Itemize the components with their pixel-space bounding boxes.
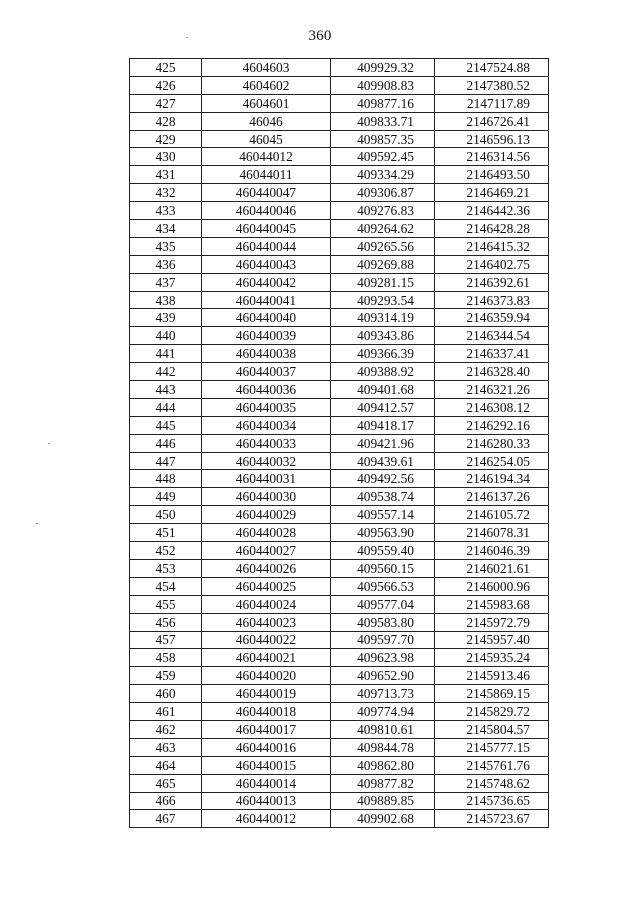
- y-coordinate-cell: 2146392.61: [435, 273, 549, 291]
- y-coordinate-cell: 2146254.05: [435, 452, 549, 470]
- y-coordinate-cell: 2146321.26: [435, 381, 549, 399]
- point-number-cell: 447: [130, 452, 202, 470]
- point-number-cell: 440: [130, 327, 202, 345]
- x-coordinate-cell: 409592.45: [331, 148, 435, 166]
- table-row: [130, 363, 549, 381]
- point-code-cell: 460440012: [202, 810, 331, 828]
- x-coordinate-cell: 409563.90: [331, 524, 435, 542]
- point-code-cell: 46044011: [202, 166, 331, 184]
- table-row: [130, 416, 549, 434]
- point-number-cell: 452: [130, 542, 202, 560]
- y-coordinate-cell: 2147117.89: [435, 94, 549, 112]
- x-coordinate-cell: 409401.68: [331, 381, 435, 399]
- point-code-cell: 460440021: [202, 649, 331, 667]
- point-number-cell: 458: [130, 649, 202, 667]
- point-code-cell: 460440026: [202, 559, 331, 577]
- table-row: [130, 309, 549, 327]
- table-row: [130, 488, 549, 506]
- y-coordinate-cell: 2146402.75: [435, 255, 549, 273]
- point-code-cell: 46044012: [202, 148, 331, 166]
- y-coordinate-cell: 2146137.26: [435, 488, 549, 506]
- point-number-cell: 449: [130, 488, 202, 506]
- y-coordinate-cell: 2146078.31: [435, 524, 549, 542]
- point-number-cell: 459: [130, 667, 202, 685]
- y-coordinate-cell: 2145983.68: [435, 595, 549, 613]
- x-coordinate-cell: 409623.98: [331, 649, 435, 667]
- table-row: [130, 220, 549, 238]
- table-row: [130, 381, 549, 399]
- scan-speck: [48, 443, 50, 444]
- point-number-cell: 453: [130, 559, 202, 577]
- x-coordinate-cell: 409418.17: [331, 416, 435, 434]
- table-row: [130, 59, 549, 77]
- table-row: [130, 631, 549, 649]
- point-number-cell: 432: [130, 184, 202, 202]
- x-coordinate-cell: 409276.83: [331, 202, 435, 220]
- point-code-cell: 460440042: [202, 273, 331, 291]
- point-code-cell: 460440032: [202, 452, 331, 470]
- x-coordinate-cell: 409877.16: [331, 94, 435, 112]
- point-code-cell: 460440036: [202, 381, 331, 399]
- table-row: [130, 649, 549, 667]
- table-row: [130, 559, 549, 577]
- table-row: [130, 130, 549, 148]
- table-row: [130, 434, 549, 452]
- y-coordinate-cell: 2146442.36: [435, 202, 549, 220]
- point-number-cell: 441: [130, 345, 202, 363]
- table-row: [130, 506, 549, 524]
- y-coordinate-cell: 2146359.94: [435, 309, 549, 327]
- table-row: [130, 595, 549, 613]
- table-row: [130, 166, 549, 184]
- table-row: [130, 345, 549, 363]
- point-code-cell: 460440016: [202, 738, 331, 756]
- y-coordinate-cell: 2146000.96: [435, 577, 549, 595]
- table-row: [130, 703, 549, 721]
- coordinates-table-container: [129, 58, 549, 828]
- table-row: [130, 202, 549, 220]
- point-number-cell: 442: [130, 363, 202, 381]
- y-coordinate-cell: 2146314.56: [435, 148, 549, 166]
- x-coordinate-cell: 409857.35: [331, 130, 435, 148]
- y-coordinate-cell: 2146280.33: [435, 434, 549, 452]
- y-coordinate-cell: 2145736.65: [435, 792, 549, 810]
- point-code-cell: 460440034: [202, 416, 331, 434]
- x-coordinate-cell: 409833.71: [331, 112, 435, 130]
- x-coordinate-cell: 409577.04: [331, 595, 435, 613]
- point-number-cell: 427: [130, 94, 202, 112]
- point-number-cell: 455: [130, 595, 202, 613]
- x-coordinate-cell: 409557.14: [331, 506, 435, 524]
- table-row: [130, 291, 549, 309]
- page-number: 360: [308, 28, 332, 44]
- x-coordinate-cell: 409862.80: [331, 756, 435, 774]
- point-code-cell: 460440038: [202, 345, 331, 363]
- y-coordinate-cell: 2145935.24: [435, 649, 549, 667]
- point-number-cell: 436: [130, 255, 202, 273]
- point-code-cell: 460440015: [202, 756, 331, 774]
- point-number-cell: 454: [130, 577, 202, 595]
- point-number-cell: 428: [130, 112, 202, 130]
- point-code-cell: 460440028: [202, 524, 331, 542]
- table-row: [130, 667, 549, 685]
- point-code-cell: 460440025: [202, 577, 331, 595]
- y-coordinate-cell: 2146021.61: [435, 559, 549, 577]
- point-number-cell: 463: [130, 738, 202, 756]
- x-coordinate-cell: 409314.19: [331, 309, 435, 327]
- point-code-cell: 46045: [202, 130, 331, 148]
- x-coordinate-cell: 409774.94: [331, 703, 435, 721]
- table-row: [130, 470, 549, 488]
- x-coordinate-cell: 409538.74: [331, 488, 435, 506]
- point-code-cell: 460440023: [202, 613, 331, 631]
- point-number-cell: 429: [130, 130, 202, 148]
- y-coordinate-cell: 2146308.12: [435, 398, 549, 416]
- y-coordinate-cell: 2146046.39: [435, 542, 549, 560]
- point-number-cell: 438: [130, 291, 202, 309]
- y-coordinate-cell: 2146493.50: [435, 166, 549, 184]
- y-coordinate-cell: 2145761.76: [435, 756, 549, 774]
- y-coordinate-cell: 2145957.40: [435, 631, 549, 649]
- x-coordinate-cell: 409421.96: [331, 434, 435, 452]
- x-coordinate-cell: 409929.32: [331, 59, 435, 77]
- y-coordinate-cell: 2145972.79: [435, 613, 549, 631]
- point-number-cell: 456: [130, 613, 202, 631]
- x-coordinate-cell: 409412.57: [331, 398, 435, 416]
- table-row: [130, 327, 549, 345]
- point-code-cell: 460440044: [202, 237, 331, 255]
- y-coordinate-cell: 2145913.46: [435, 667, 549, 685]
- table-row: [130, 685, 549, 703]
- x-coordinate-cell: 409388.92: [331, 363, 435, 381]
- point-number-cell: 448: [130, 470, 202, 488]
- x-coordinate-cell: 409844.78: [331, 738, 435, 756]
- y-coordinate-cell: 2145748.62: [435, 774, 549, 792]
- point-number-cell: 444: [130, 398, 202, 416]
- x-coordinate-cell: 409810.61: [331, 720, 435, 738]
- table-row: [130, 613, 549, 631]
- point-code-cell: 460440047: [202, 184, 331, 202]
- point-number-cell: 457: [130, 631, 202, 649]
- point-code-cell: 460440037: [202, 363, 331, 381]
- x-coordinate-cell: 409265.56: [331, 237, 435, 255]
- point-code-cell: 460440017: [202, 720, 331, 738]
- x-coordinate-cell: 409334.29: [331, 166, 435, 184]
- scan-speck: [186, 37, 188, 38]
- point-code-cell: 460440045: [202, 220, 331, 238]
- table-row: [130, 398, 549, 416]
- coordinates-table: [129, 58, 549, 828]
- x-coordinate-cell: 409877.82: [331, 774, 435, 792]
- table-row: [130, 148, 549, 166]
- point-code-cell: 460440040: [202, 309, 331, 327]
- point-code-cell: 46046: [202, 112, 331, 130]
- table-row: [130, 524, 549, 542]
- point-number-cell: 433: [130, 202, 202, 220]
- point-code-cell: 460440018: [202, 703, 331, 721]
- table-row: [130, 792, 549, 810]
- point-code-cell: 460440046: [202, 202, 331, 220]
- y-coordinate-cell: 2146328.40: [435, 363, 549, 381]
- point-number-cell: 466: [130, 792, 202, 810]
- point-code-cell: 4604603: [202, 59, 331, 77]
- point-code-cell: 4604602: [202, 76, 331, 94]
- point-code-cell: 460440013: [202, 792, 331, 810]
- point-code-cell: 4604601: [202, 94, 331, 112]
- table-row: [130, 237, 549, 255]
- x-coordinate-cell: 409908.83: [331, 76, 435, 94]
- point-number-cell: 434: [130, 220, 202, 238]
- y-coordinate-cell: 2146469.21: [435, 184, 549, 202]
- table-row: [130, 577, 549, 595]
- table-row: [130, 255, 549, 273]
- x-coordinate-cell: 409560.15: [331, 559, 435, 577]
- point-number-cell: 431: [130, 166, 202, 184]
- y-coordinate-cell: 2146194.34: [435, 470, 549, 488]
- x-coordinate-cell: 409652.90: [331, 667, 435, 685]
- point-code-cell: 460440024: [202, 595, 331, 613]
- y-coordinate-cell: 2146596.13: [435, 130, 549, 148]
- x-coordinate-cell: 409597.70: [331, 631, 435, 649]
- point-code-cell: 460440020: [202, 667, 331, 685]
- table-row: [130, 774, 549, 792]
- table-row: [130, 76, 549, 94]
- point-number-cell: 435: [130, 237, 202, 255]
- table-row: [130, 112, 549, 130]
- x-coordinate-cell: 409713.73: [331, 685, 435, 703]
- y-coordinate-cell: 2146105.72: [435, 506, 549, 524]
- point-number-cell: 450: [130, 506, 202, 524]
- point-number-cell: 460: [130, 685, 202, 703]
- point-code-cell: 460440033: [202, 434, 331, 452]
- table-row: [130, 738, 549, 756]
- x-coordinate-cell: 409264.62: [331, 220, 435, 238]
- point-number-cell: 465: [130, 774, 202, 792]
- point-code-cell: 460440043: [202, 255, 331, 273]
- point-code-cell: 460440035: [202, 398, 331, 416]
- x-coordinate-cell: 409269.88: [331, 255, 435, 273]
- y-coordinate-cell: 2146337.41: [435, 345, 549, 363]
- x-coordinate-cell: 409889.85: [331, 792, 435, 810]
- point-number-cell: 451: [130, 524, 202, 542]
- y-coordinate-cell: 2146344.54: [435, 327, 549, 345]
- table-row: [130, 720, 549, 738]
- point-number-cell: 464: [130, 756, 202, 774]
- point-code-cell: 460440041: [202, 291, 331, 309]
- y-coordinate-cell: 2146428.28: [435, 220, 549, 238]
- point-number-cell: 445: [130, 416, 202, 434]
- point-code-cell: 460440019: [202, 685, 331, 703]
- point-number-cell: 461: [130, 703, 202, 721]
- y-coordinate-cell: 2146292.16: [435, 416, 549, 434]
- x-coordinate-cell: 409343.86: [331, 327, 435, 345]
- y-coordinate-cell: 2145829.72: [435, 703, 549, 721]
- x-coordinate-cell: 409306.87: [331, 184, 435, 202]
- table-row: [130, 542, 549, 560]
- x-coordinate-cell: 409559.40: [331, 542, 435, 560]
- point-number-cell: 437: [130, 273, 202, 291]
- x-coordinate-cell: 409293.54: [331, 291, 435, 309]
- point-code-cell: 460440029: [202, 506, 331, 524]
- y-coordinate-cell: 2145804.57: [435, 720, 549, 738]
- x-coordinate-cell: 409281.15: [331, 273, 435, 291]
- scan-speck: [36, 523, 38, 524]
- y-coordinate-cell: 2147524.88: [435, 59, 549, 77]
- point-number-cell: 462: [130, 720, 202, 738]
- point-code-cell: 460440030: [202, 488, 331, 506]
- point-code-cell: 460440039: [202, 327, 331, 345]
- point-number-cell: 443: [130, 381, 202, 399]
- coordinates-table-body: [130, 59, 549, 828]
- point-number-cell: 426: [130, 76, 202, 94]
- point-number-cell: 439: [130, 309, 202, 327]
- x-coordinate-cell: 409583.80: [331, 613, 435, 631]
- y-coordinate-cell: 2145777.15: [435, 738, 549, 756]
- point-code-cell: 460440022: [202, 631, 331, 649]
- table-row: [130, 452, 549, 470]
- table-row: [130, 184, 549, 202]
- point-number-cell: 446: [130, 434, 202, 452]
- point-number-cell: 430: [130, 148, 202, 166]
- y-coordinate-cell: 2146373.83: [435, 291, 549, 309]
- x-coordinate-cell: 409902.68: [331, 810, 435, 828]
- table-row: [130, 810, 549, 828]
- point-code-cell: 460440031: [202, 470, 331, 488]
- x-coordinate-cell: 409566.53: [331, 577, 435, 595]
- y-coordinate-cell: 2147380.52: [435, 76, 549, 94]
- table-row: [130, 94, 549, 112]
- y-coordinate-cell: 2146726.41: [435, 112, 549, 130]
- x-coordinate-cell: 409439.61: [331, 452, 435, 470]
- point-code-cell: 460440027: [202, 542, 331, 560]
- table-row: [130, 273, 549, 291]
- y-coordinate-cell: 2145869.15: [435, 685, 549, 703]
- point-number-cell: 425: [130, 59, 202, 77]
- table-row: [130, 756, 549, 774]
- y-coordinate-cell: 2146415.32: [435, 237, 549, 255]
- x-coordinate-cell: 409366.39: [331, 345, 435, 363]
- point-number-cell: 467: [130, 810, 202, 828]
- point-code-cell: 460440014: [202, 774, 331, 792]
- y-coordinate-cell: 2145723.67: [435, 810, 549, 828]
- x-coordinate-cell: 409492.56: [331, 470, 435, 488]
